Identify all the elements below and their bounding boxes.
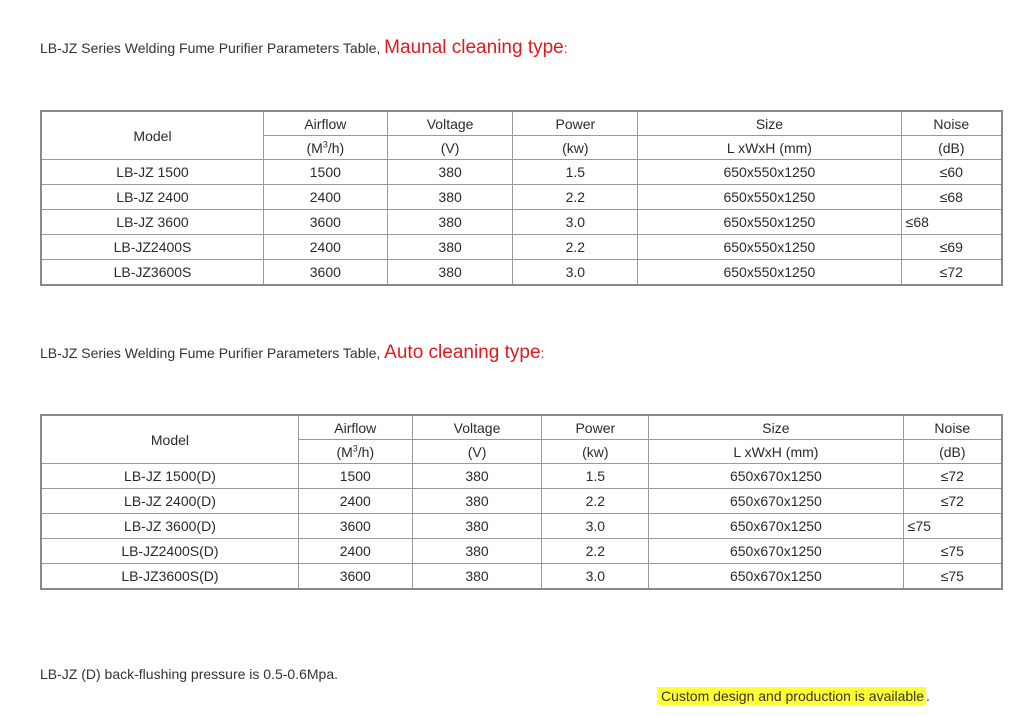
manual-heading-type: Maunal cleaning type	[384, 37, 564, 58]
unit-superscript: 3	[322, 138, 328, 149]
header-size-unit: L xWxH (mm)	[638, 136, 901, 160]
cell-airflow: 3600	[263, 260, 387, 286]
table-row	[41, 539, 1002, 564]
header-noise: Noise	[901, 111, 1002, 136]
cell-airflow: 3600	[263, 210, 387, 235]
cell-voltage: 380	[412, 564, 542, 590]
cell-power: 3.0	[542, 514, 649, 539]
table-row	[41, 185, 1002, 210]
cell-model: LB-JZ2400S(D)	[41, 539, 298, 564]
header-noise-unit: (dB)	[903, 440, 1002, 464]
cell-size: 650x550x1250	[638, 235, 901, 260]
cell-power: 3.0	[513, 260, 638, 286]
unit-part: /h)	[327, 139, 345, 156]
table-row	[41, 160, 1002, 185]
cell-size: 650x670x1250	[649, 514, 903, 539]
cell-size: 650x670x1250	[649, 539, 903, 564]
header-size-unit: L xWxH (mm)	[649, 440, 903, 464]
cell-model: LB-JZ 3600	[41, 210, 263, 235]
cell-size: 650x670x1250	[649, 564, 903, 590]
cell-noise: ≤75	[903, 564, 1002, 590]
cell-size: 650x550x1250	[638, 160, 901, 185]
cell-noise: ≤69	[901, 235, 1002, 260]
header-airflow-unit	[263, 136, 387, 160]
cell-airflow: 2400	[263, 235, 387, 260]
manual-parameters-table	[40, 110, 1003, 286]
unit-superscript: 3	[352, 442, 358, 453]
table-row	[41, 235, 1002, 260]
cell-power: 2.2	[513, 235, 638, 260]
custom-design-period: .	[926, 688, 930, 704]
cell-airflow: 1500	[298, 464, 412, 489]
auto-parameters-table	[40, 414, 1003, 590]
cell-voltage: 380	[387, 260, 513, 286]
custom-design-note	[657, 688, 930, 704]
cell-airflow: 2400	[298, 539, 412, 564]
header-model: Model	[41, 415, 298, 464]
cell-model: LB-JZ3600S	[41, 260, 263, 286]
cell-noise: ≤72	[903, 489, 1002, 514]
cell-model: LB-JZ 2400	[41, 185, 263, 210]
cell-noise: ≤75	[903, 539, 1002, 564]
cell-power: 1.5	[542, 464, 649, 489]
header-voltage: Voltage	[387, 111, 513, 136]
header-power: Power	[513, 111, 638, 136]
cell-model: LB-JZ 1500	[41, 160, 263, 185]
cell-power: 3.0	[542, 564, 649, 590]
cell-power: 1.5	[513, 160, 638, 185]
cell-power: 2.2	[542, 489, 649, 514]
cell-voltage: 380	[412, 489, 542, 514]
header-voltage-unit: (V)	[412, 440, 542, 464]
custom-design-highlight: Custom design and production is available	[657, 687, 926, 705]
cell-model: LB-JZ2400S	[41, 235, 263, 260]
cell-noise: ≤72	[903, 464, 1002, 489]
table-row	[41, 489, 1002, 514]
cell-noise: ≤75	[903, 514, 1002, 539]
cell-model: LB-JZ 2400(D)	[41, 489, 298, 514]
table-row	[41, 464, 1002, 489]
cell-voltage: 380	[387, 210, 513, 235]
cell-airflow: 1500	[263, 160, 387, 185]
cell-voltage: 380	[387, 185, 513, 210]
header-noise-unit: (dB)	[901, 136, 1002, 160]
table-header-row	[41, 415, 1002, 440]
cell-size: 650x550x1250	[638, 185, 901, 210]
auto-heading-prefix: LB-JZ Series Welding Fume Purifier Parameters Table,	[40, 345, 385, 361]
cell-power: 2.2	[513, 185, 638, 210]
cell-power: 3.0	[513, 210, 638, 235]
back-flushing-note: LB-JZ (D) back-flushing pressure is 0.5-0.6Mpa.	[40, 666, 338, 682]
cell-size: 650x670x1250	[649, 464, 903, 489]
auto-heading-type: Auto cleaning type	[384, 342, 541, 363]
cell-size: 650x550x1250	[638, 260, 901, 286]
cell-voltage: 380	[412, 464, 542, 489]
auto-heading-colon: :	[540, 345, 545, 361]
unit-part: (M	[306, 139, 323, 156]
table-header-row	[41, 111, 1002, 136]
header-noise: Noise	[903, 415, 1002, 440]
header-model: Model	[41, 111, 263, 160]
cell-model: LB-JZ 1500(D)	[41, 464, 298, 489]
header-airflow: Airflow	[298, 415, 412, 440]
header-airflow: Airflow	[263, 111, 387, 136]
manual-heading-prefix: LB-JZ Series Welding Fume Purifier Parameters Table,	[40, 40, 385, 56]
cell-noise: ≤68	[901, 185, 1002, 210]
header-power: Power	[542, 415, 649, 440]
cell-voltage: 380	[387, 235, 513, 260]
cell-noise: ≤72	[901, 260, 1002, 286]
table-row	[41, 210, 1002, 235]
cell-noise: ≤68	[901, 210, 1002, 235]
cell-airflow: 2400	[298, 489, 412, 514]
cell-size: 650x670x1250	[649, 489, 903, 514]
cell-model: LB-JZ 3600(D)	[41, 514, 298, 539]
table-row	[41, 260, 1002, 286]
cell-model: LB-JZ3600S(D)	[41, 564, 298, 590]
table-row	[41, 514, 1002, 539]
cell-power: 2.2	[542, 539, 649, 564]
header-size: Size	[649, 415, 903, 440]
header-voltage: Voltage	[412, 415, 542, 440]
auto-table-heading	[40, 342, 544, 364]
header-airflow-unit	[298, 440, 412, 464]
cell-noise: ≤60	[901, 160, 1002, 185]
table-row	[41, 564, 1002, 590]
cell-voltage: 380	[387, 160, 513, 185]
cell-airflow: 2400	[263, 185, 387, 210]
manual-table-heading	[40, 37, 568, 59]
unit-part: (M	[336, 443, 353, 460]
header-power-unit: (kw)	[542, 440, 649, 464]
manual-heading-colon: :	[563, 40, 568, 56]
cell-airflow: 3600	[298, 514, 412, 539]
unit-part: /h)	[357, 443, 375, 460]
cell-airflow: 3600	[298, 564, 412, 590]
cell-size: 650x550x1250	[638, 210, 901, 235]
header-size: Size	[638, 111, 901, 136]
cell-voltage: 380	[412, 539, 542, 564]
cell-voltage: 380	[412, 514, 542, 539]
header-power-unit: (kw)	[513, 136, 638, 160]
header-voltage-unit: (V)	[387, 136, 513, 160]
